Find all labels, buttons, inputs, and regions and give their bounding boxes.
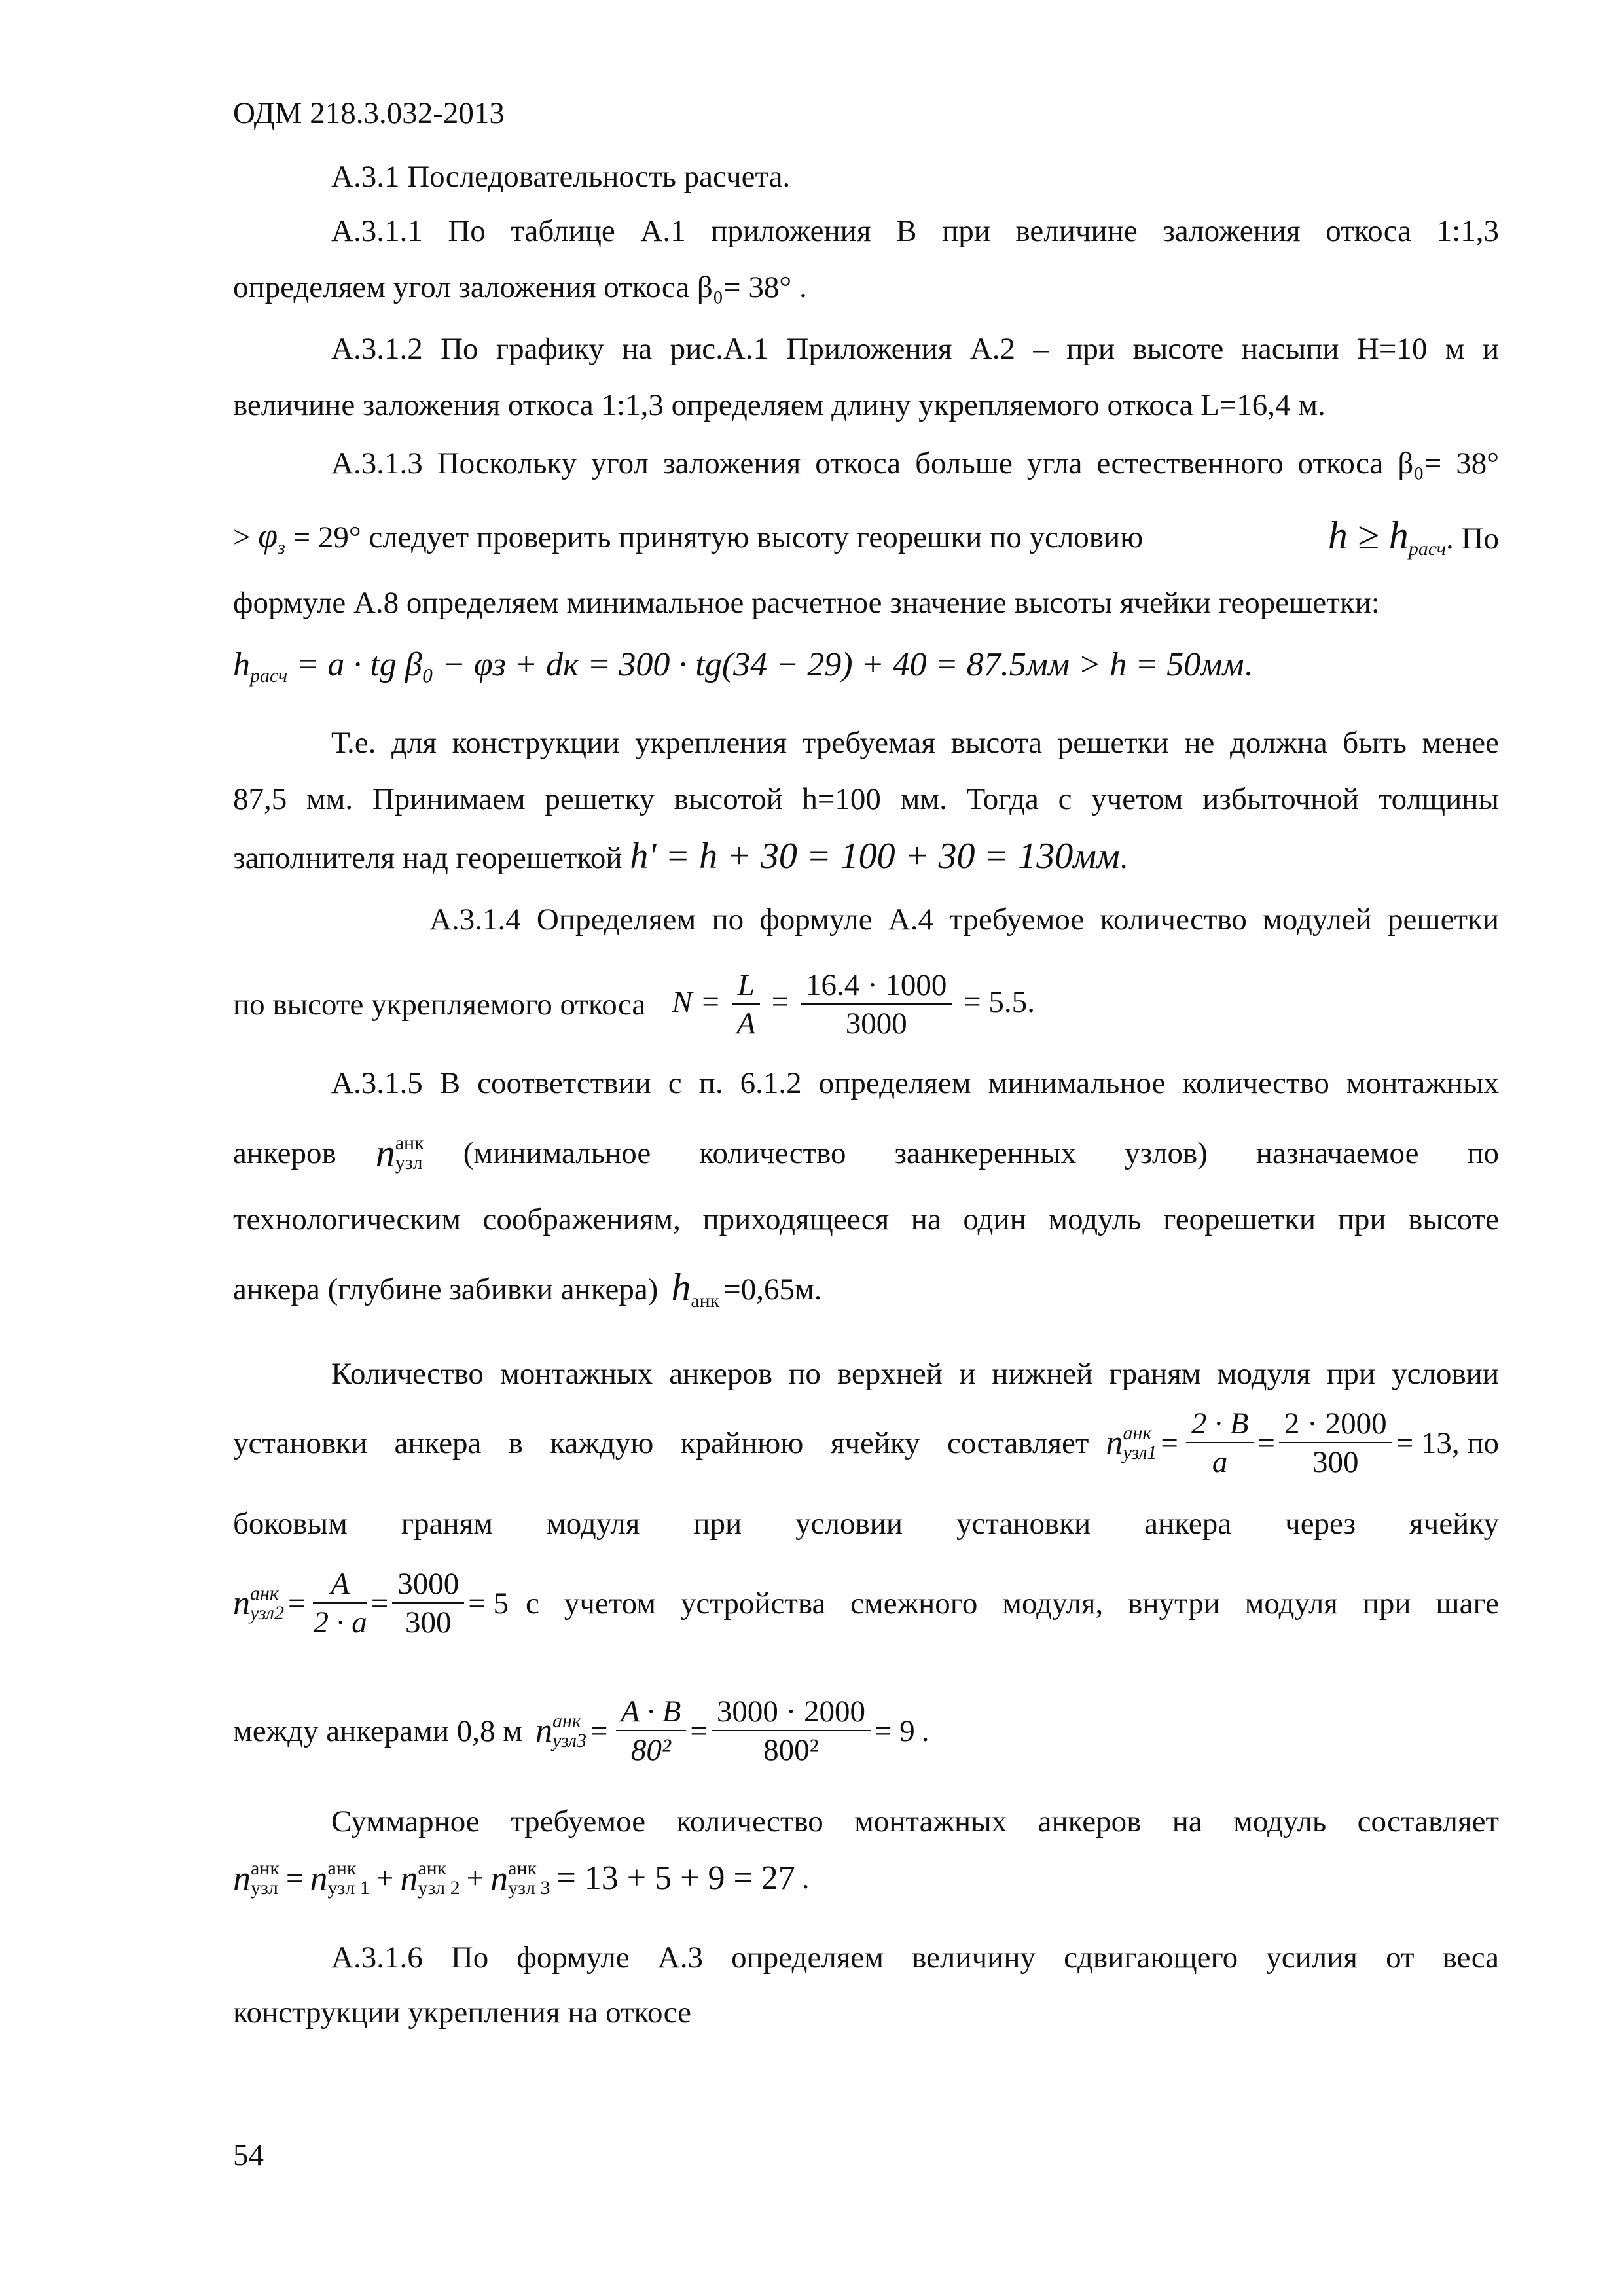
paragraph-a314-line2: по высоте укрепляемого откоса N = $\frac{L}{A}$ = $\frac{16.4 \cdot 1000}{3000}$ = 5.5. [233, 968, 1035, 1041]
paragraph-a313-line1: А.3.1.3 Поскольку угол заложения откоса больше угла естественного откоса β₀= 38° [331, 446, 1499, 480]
formula-h-rasch: $h_{расч} = a$ · tg β₀ − φз + dк = 300 · tg(34 − 29) + 40 = 87.5мм > h = 50мм. [233, 646, 1253, 687]
paragraph-kol-line3: боковым граням модуля при условии установки анкера через ячейку [233, 1507, 1499, 1541]
paragraph-a313-line2 [233, 514, 1499, 560]
paragraph-a316-line2: конструкции укрепления на откосе [233, 1996, 691, 2030]
document-id-header: ОДМ 218.3.032-2013 [233, 96, 505, 130]
section-a31-title: А.3.1 Последовательность расчета. [331, 160, 791, 194]
page-number: 54 [233, 2138, 264, 2172]
paragraph-kol-line4: n анк узл2 = $\frac{A}{2 \cdot a}$ = $\frac{3000}{300}$ = 5 с учетом устройства смежного модуля, внутри модуля при шаге [233, 1567, 1499, 1640]
paragraph-kol-line2: установки анкера в каждую крайнюю ячейку составляет n анк узл1 = $\frac{2 \cdot B}{a}$ = $\frac{2 \cdot 2000}{300}$ = 13 , по [233, 1407, 1499, 1479]
paragraph-a316-line1: А.3.1.6 По формуле А.3 определяем величину сдвигающего усилия от веса [331, 1941, 1499, 1975]
paragraph-a312-line2: величине заложения откоса 1:1,3 определяем длину укрепляемого откоса L=16,4 м. [233, 388, 1326, 422]
paragraph-te-line2: 87,5 мм. Принимаем решетку высотой h=100 мм. Тогда с учетом избыточной толщины [233, 782, 1499, 816]
a313-line2-text: > $\varphi_з = 29^\circ$ следует проверить принятую высоту георешки по условию [233, 515, 1144, 558]
paragraph-a312-line1: А.3.1.2 По графику на рис.А.1 Приложения А.2 – при высоте насыпи Н=10 м и [331, 332, 1499, 366]
paragraph-te-line1: Т.е. для конструкции укрепления требуемая высота решетки не должна быть менее [331, 726, 1499, 760]
formula-n-uzl3: n анк узл3 = $\frac{A \cdot B}{\text{80²}}$ = $\frac{3000 \cdot 2000}{\text{800²}}$ = 9 . [535, 1695, 929, 1767]
paragraph-sum-line1: Суммарное требуемое количество монтажных анкеров на модуль составляет [331, 1804, 1499, 1839]
paragraph-a315-line4: анкера (глубине забивки анкера) $h_{анк}$ =0,65м. [233, 1266, 822, 1312]
paragraph-a315-line3: технологическим соображениям, приходящееся на один модуль георешетки при высоте [233, 1202, 1499, 1236]
paragraph-kol-line1: Количество монтажных анкеров по верхней и нижней граням модуля при условии [331, 1357, 1499, 1391]
paragraph-a315-line1: А.3.1.5 В соответствии с п. 6.1.2 определяем минимальное количество монтажных [331, 1066, 1499, 1100]
formula-h-prime: h' = h + 30 = 100 + 30 = 130мм [630, 836, 1120, 876]
paragraph-a313-line3: формуле А.8 определяем минимальное расчетное значение высоты ячейки георешетки: [233, 586, 1380, 620]
paragraph-te-line3: заполнителя над георешеткой h' = h + 30 = 100 + 30 = 130мм. [233, 836, 1128, 876]
paragraph-a311-line1: А.3.1.1 По таблице А.1 приложения В при величине заложения откоса 1:1,3 [331, 214, 1499, 248]
paragraph-a315-line2: анкеров n анк узл (минимальное количество заанкеренных узлов) назначаемое по [233, 1132, 1499, 1175]
paragraph-kol-line5: между анкерами 0,8 м n анк узл3 = $\frac{A \cdot B}{\text{80²}}$ = $\frac{3000 \cdot 2000}{\text{800²}}$ = 9 . [233, 1695, 929, 1767]
paragraph-a314-line1: А.3.1.4 Определяем по формуле А.4 требуемое количество модулей решетки [429, 903, 1499, 937]
formula-n-uzl1: n анк узл1 = $\frac{2 \cdot B}{a}$ = $\frac{2 \cdot 2000}{300}$ = 13 , по [1106, 1407, 1499, 1479]
formula-n-sum: n анк узл = n анк узл 1 + n анк узл 2 + n анк узл 3 = 13 + 5 + 9 = 27 . [233, 1857, 810, 1899]
paragraph-a311-line2: определяем угол заложения откоса β₀= 38° . [233, 270, 807, 304]
formula-n-modules: N = $\frac{L}{A}$ = $\frac{16.4 \cdot 1000}{3000}$ = 5.5. [672, 968, 1035, 1041]
a313-condition-formula: $h \ge h_{расч}$. По [1327, 514, 1499, 560]
anchor-count-symbol: n анк узл [375, 1132, 424, 1175]
formula-n-uzl2: n анк узл2 = $\frac{A}{2 \cdot a}$ = $\frac{3000}{300}$ = 5 [233, 1567, 509, 1640]
